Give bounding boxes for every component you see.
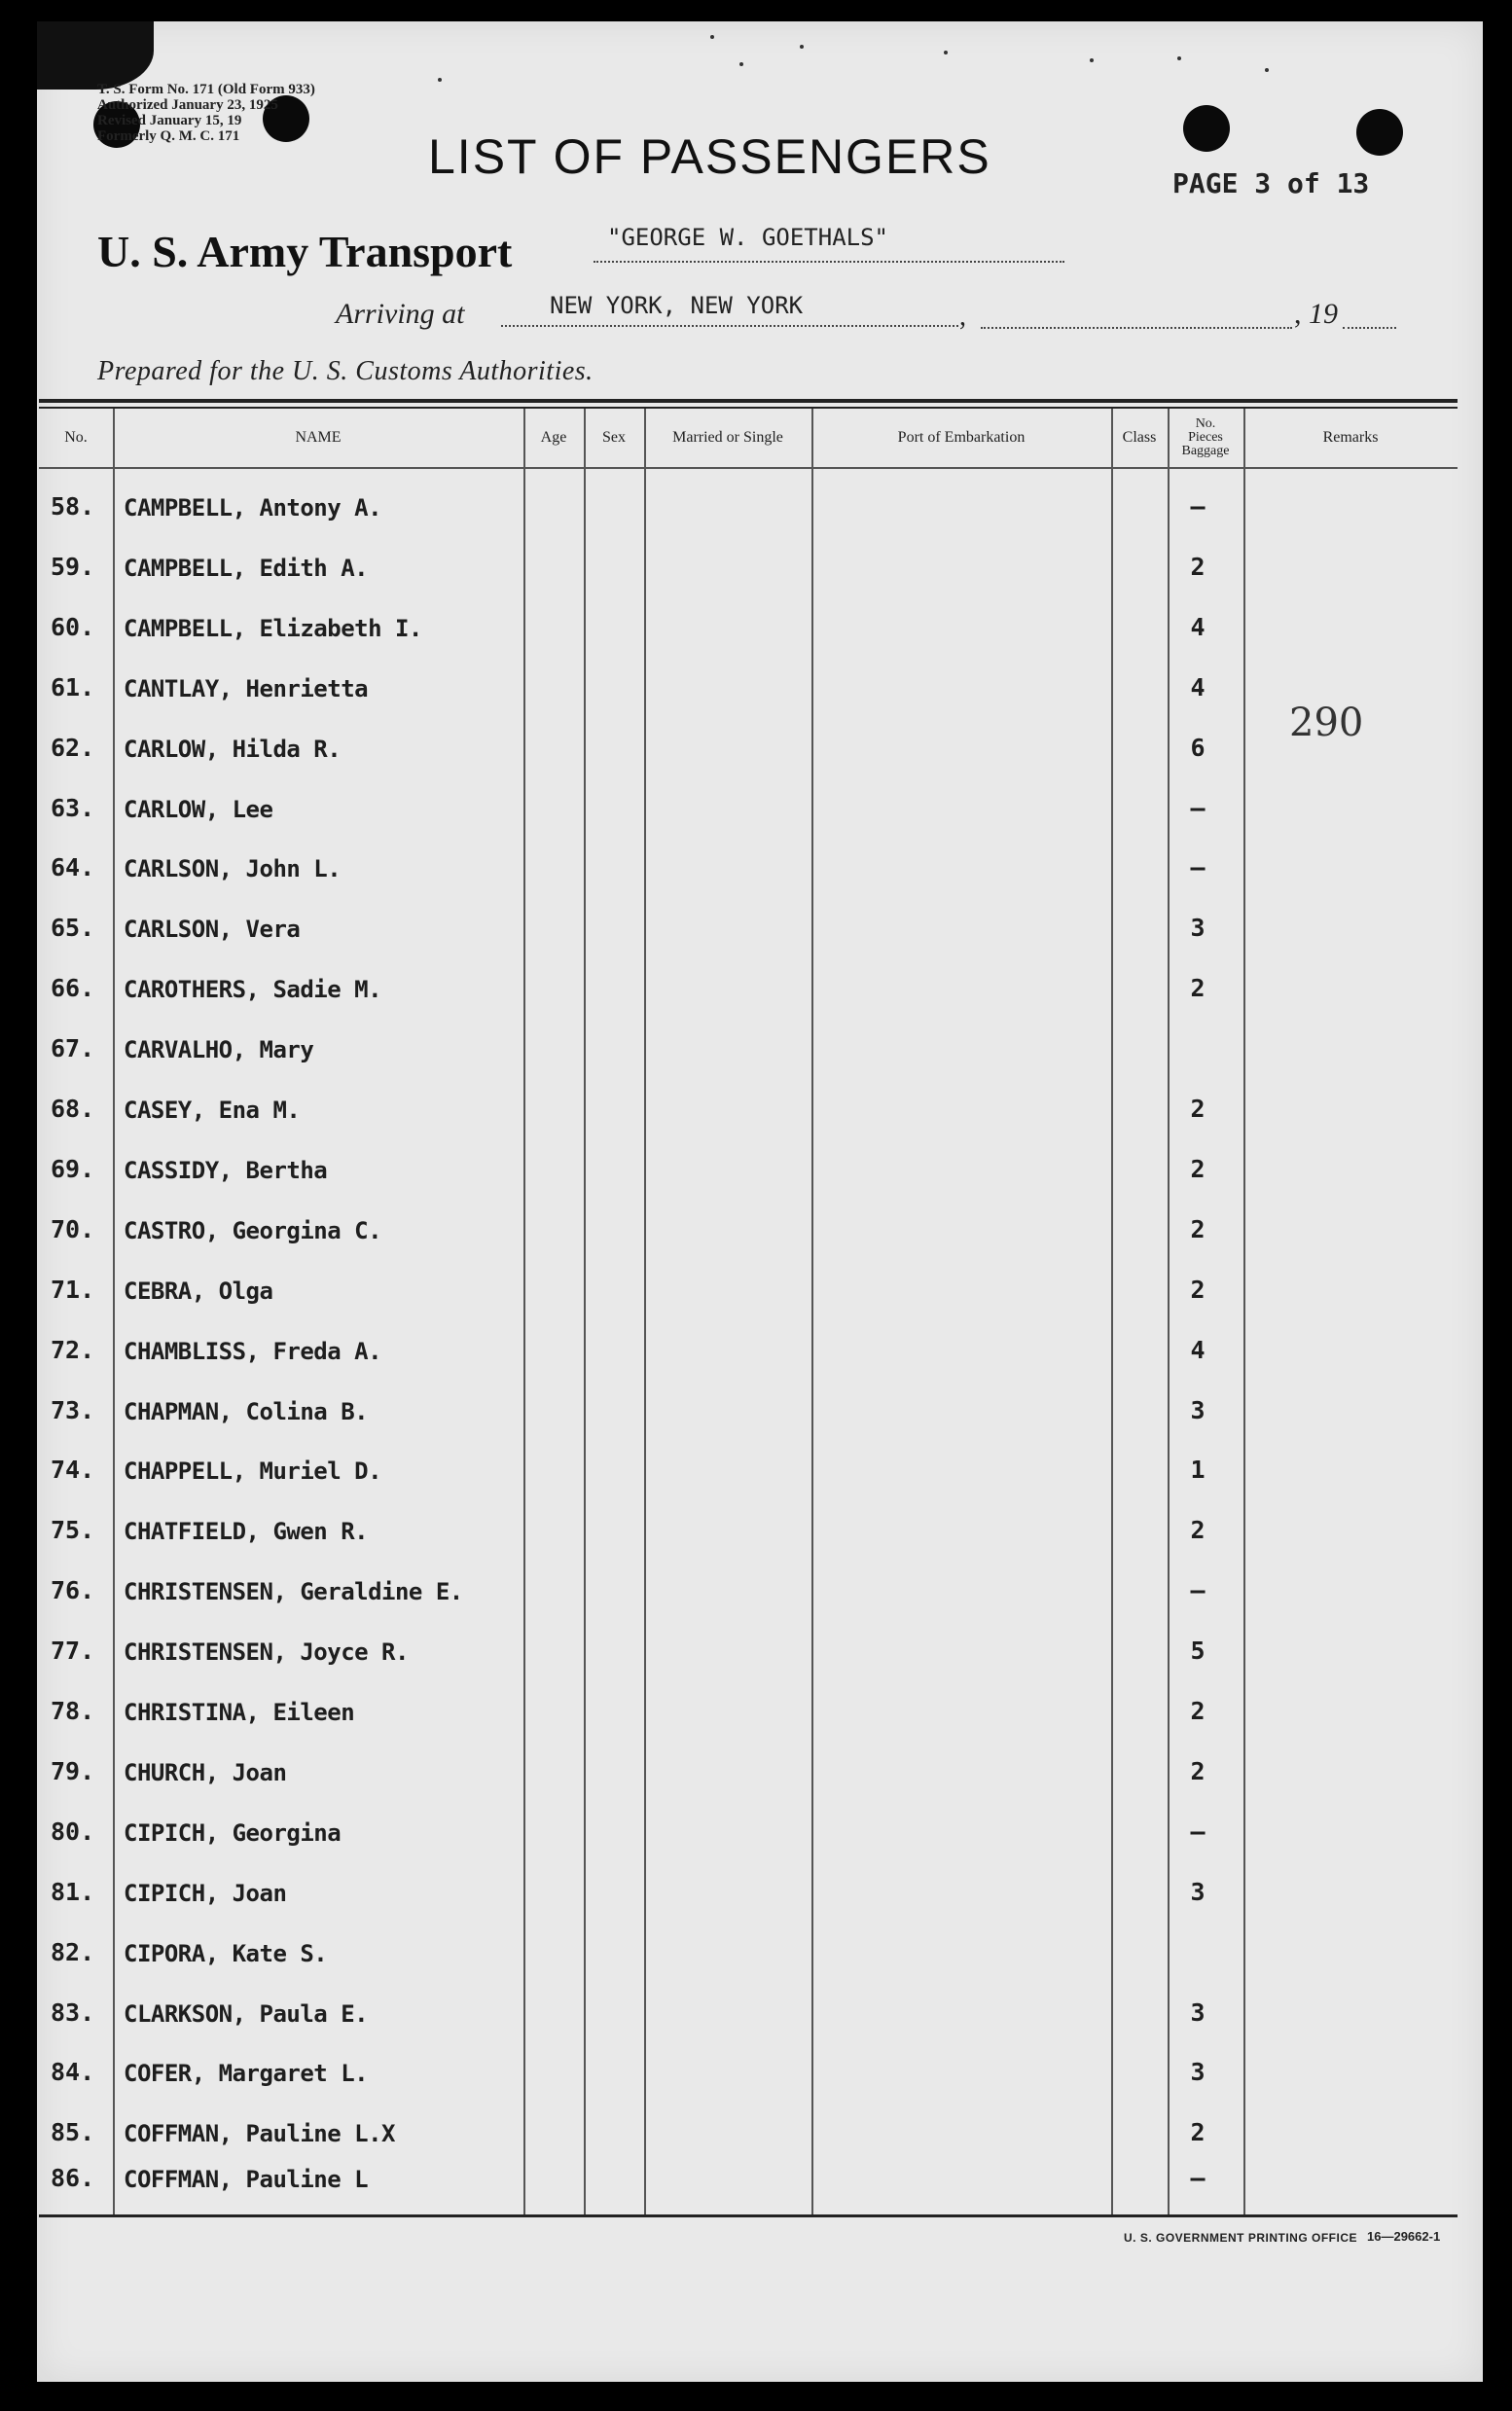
- row-number: 78.: [51, 1697, 95, 1725]
- table-row: [39, 667, 1458, 706]
- table-row: [39, 1028, 1458, 1067]
- punch-hole-4: [1356, 109, 1403, 156]
- row-number: 69.: [51, 1154, 95, 1183]
- table-row: [39, 1390, 1458, 1429]
- passenger-name: CARLSON, Vera: [124, 916, 301, 944]
- table-row: [39, 788, 1458, 827]
- passenger-name: CAMPBELL, Elizabeth I.: [124, 614, 422, 642]
- passenger-name: COFER, Margaret L.: [124, 2060, 369, 2088]
- table-row: [39, 1570, 1458, 1609]
- table-row: [39, 607, 1458, 646]
- passenger-name: CASTRO, Georgina C.: [124, 1216, 382, 1244]
- passenger-name: CAROTHERS, Sadie M.: [124, 976, 382, 1004]
- ship-name-field: "GEORGE W. GOETHALS": [594, 224, 1064, 263]
- row-number: 60.: [51, 612, 95, 641]
- form-line: Formerly Q. M. C. 171: [97, 128, 240, 144]
- form-number-block: [97, 82, 315, 144]
- col-header-remarks: Remarks: [1322, 429, 1379, 446]
- passenger-name: CARLOW, Hilda R.: [124, 735, 342, 763]
- passenger-name: CARVALHO, Mary: [124, 1036, 314, 1064]
- arriving-place-field: NEW YORK, NEW YORK: [501, 292, 958, 327]
- passenger-name: CHRISTENSEN, Geraldine E.: [124, 1578, 463, 1606]
- col-header-age: Age: [540, 429, 567, 446]
- row-number: 62.: [51, 733, 95, 762]
- table-row: [39, 547, 1458, 586]
- passenger-name: CARLOW, Lee: [124, 795, 273, 823]
- table-row: [39, 1812, 1458, 1851]
- arriving-label: Arriving at: [336, 298, 465, 330]
- form-line: Revised January 15, 19: [97, 113, 242, 128]
- passenger-name: CEBRA, Olga: [124, 1277, 273, 1305]
- passenger-name: CASSIDY, Bertha: [124, 1156, 328, 1184]
- baggage-count: 2: [1190, 1697, 1206, 1725]
- form-code: 16—29662-1: [1367, 2229, 1441, 2244]
- form-line: Authorized January 23, 1925: [97, 97, 278, 113]
- punch-hole-3: [1183, 105, 1230, 152]
- row-number: 58.: [51, 492, 95, 521]
- baggage-count: 3: [1190, 1395, 1206, 1424]
- passenger-name: CHATFIELD, Gwen R.: [124, 1518, 369, 1546]
- col-header-class: Class: [1122, 429, 1157, 446]
- row-number: 73.: [51, 1395, 95, 1424]
- baggage-count: 2: [1190, 1756, 1206, 1785]
- row-number: 63.: [51, 793, 95, 822]
- baggage-count: 2: [1190, 1516, 1206, 1545]
- row-number: 66.: [51, 974, 95, 1003]
- passenger-name: CHAPMAN, Colina B.: [124, 1397, 369, 1425]
- col-header-baggage: No. Pieces Baggage: [1181, 416, 1230, 458]
- table-row: [39, 908, 1458, 947]
- baggage-count: —: [1190, 2164, 1206, 2193]
- row-number: 80.: [51, 1817, 95, 1846]
- col-header-sex: Sex: [602, 429, 626, 446]
- printer-imprint: U. S. GOVERNMENT PRINTING OFFICE: [1124, 2231, 1358, 2245]
- transport-label: U. S. Army Transport: [97, 227, 513, 276]
- passenger-name: CASEY, Ena M.: [124, 1097, 301, 1124]
- year-prefix: , 19: [1294, 298, 1338, 330]
- baggage-count: —: [1190, 492, 1206, 521]
- passenger-name: CHAPPELL, Muriel D.: [124, 1457, 382, 1486]
- passenger-name: CHRISTENSEN, Joyce R.: [124, 1638, 409, 1667]
- col-header-name: NAME: [295, 429, 342, 446]
- row-number: 72.: [51, 1335, 95, 1364]
- baggage-count: 2: [1190, 1154, 1206, 1183]
- table-row: [39, 2158, 1458, 2197]
- row-number: 75.: [51, 1516, 95, 1545]
- table-row: [39, 1450, 1458, 1489]
- baggage-count: 2: [1190, 552, 1206, 581]
- table-row: [39, 1872, 1458, 1911]
- passenger-table: [39, 409, 1458, 2218]
- table-row: [39, 1510, 1458, 1549]
- baggage-count: 5: [1190, 1637, 1206, 1666]
- table-row: [39, 1751, 1458, 1790]
- table-row: [39, 968, 1458, 1007]
- row-number: 77.: [51, 1637, 95, 1666]
- divider: [39, 399, 1458, 403]
- remark-number: 290: [1289, 701, 1364, 745]
- table-row: [39, 1631, 1458, 1670]
- baggage-count: —: [1190, 853, 1206, 882]
- passenger-name: CHURCH, Joan: [124, 1758, 287, 1786]
- col-header-port: Port of Embarkation: [897, 429, 1026, 446]
- table-row: [39, 847, 1458, 886]
- baggage-count: 4: [1190, 1335, 1206, 1364]
- table-row: [39, 1089, 1458, 1128]
- passenger-name: CIPICH, Georgina: [124, 1818, 342, 1847]
- table-row: [39, 1691, 1458, 1730]
- row-number: 74.: [51, 1456, 95, 1485]
- row-number: 86.: [51, 2164, 95, 2193]
- baggage-count: —: [1190, 1576, 1206, 1605]
- passenger-name: COFFMAN, Pauline L.X: [124, 2120, 395, 2148]
- passenger-name: CAMPBELL, Antony A.: [124, 494, 382, 522]
- row-number: 61.: [51, 672, 95, 702]
- table-row: [39, 1330, 1458, 1369]
- table-row: [39, 728, 1458, 767]
- passenger-name: CHAMBLISS, Freda A.: [124, 1337, 382, 1365]
- row-number: 76.: [51, 1576, 95, 1605]
- passenger-name: CANTLAY, Henrietta: [124, 674, 369, 702]
- row-number: 82.: [51, 1937, 95, 1966]
- row-number: 59.: [51, 552, 95, 581]
- baggage-count: 2: [1190, 1214, 1206, 1243]
- passenger-name: CIPORA, Kate S.: [124, 1939, 328, 1967]
- baggage-count: 2: [1190, 974, 1206, 1003]
- table-row: [39, 1149, 1458, 1188]
- row-number: 83.: [51, 1997, 95, 2027]
- passenger-name: CLARKSON, Paula E.: [124, 1999, 369, 2028]
- arriving-date-field: [981, 292, 1292, 329]
- passenger-name: CARLSON, John L.: [124, 855, 342, 883]
- baggage-count: 3: [1190, 2058, 1206, 2087]
- col-header-no: No.: [64, 429, 88, 446]
- baggage-count: 2: [1190, 2118, 1206, 2147]
- baggage-count: —: [1190, 1817, 1206, 1846]
- baggage-count: 3: [1190, 1997, 1206, 2027]
- row-number: 65.: [51, 914, 95, 943]
- table-row: [39, 2112, 1458, 2151]
- row-number: 64.: [51, 853, 95, 882]
- table-row: [39, 2052, 1458, 2091]
- baggage-count: 6: [1190, 733, 1206, 762]
- page-title: LIST OF PASSENGERS: [428, 129, 991, 184]
- form-line: T. S. Form No. 171 (Old Form 933): [97, 82, 315, 97]
- table-row: [39, 486, 1458, 525]
- row-number: 70.: [51, 1214, 95, 1243]
- passenger-name: CIPICH, Joan: [124, 1879, 287, 1907]
- row-number: 81.: [51, 1877, 95, 1906]
- baggage-count: —: [1190, 793, 1206, 822]
- table-row: [39, 1209, 1458, 1248]
- passenger-name: COFFMAN, Pauline L: [124, 2166, 369, 2194]
- row-number: 84.: [51, 2058, 95, 2087]
- baggage-count: 1: [1190, 1456, 1206, 1485]
- table-row: [39, 1932, 1458, 1971]
- passenger-name: CAMPBELL, Edith A.: [124, 554, 369, 582]
- baggage-count: 2: [1190, 1275, 1206, 1304]
- table-row: [39, 1993, 1458, 2032]
- table-row: [39, 1270, 1458, 1309]
- row-number: 85.: [51, 2118, 95, 2147]
- prepared-for-text: Prepared for the U. S. Customs Authorities.: [97, 356, 594, 386]
- page-number: PAGE 3 of 13: [1172, 167, 1370, 199]
- baggage-count: 2: [1190, 1095, 1206, 1123]
- row-number: 79.: [51, 1756, 95, 1785]
- passenger-name: CHRISTINA, Eileen: [124, 1699, 355, 1726]
- baggage-count: 4: [1190, 672, 1206, 702]
- row-number: 67.: [51, 1034, 95, 1063]
- baggage-count: 3: [1190, 914, 1206, 943]
- row-number: 71.: [51, 1275, 95, 1304]
- row-number: 68.: [51, 1095, 95, 1123]
- col-header-married: Married or Single: [672, 429, 783, 446]
- year-field: [1343, 292, 1396, 329]
- baggage-count: 3: [1190, 1877, 1206, 1906]
- baggage-count: 4: [1190, 612, 1206, 641]
